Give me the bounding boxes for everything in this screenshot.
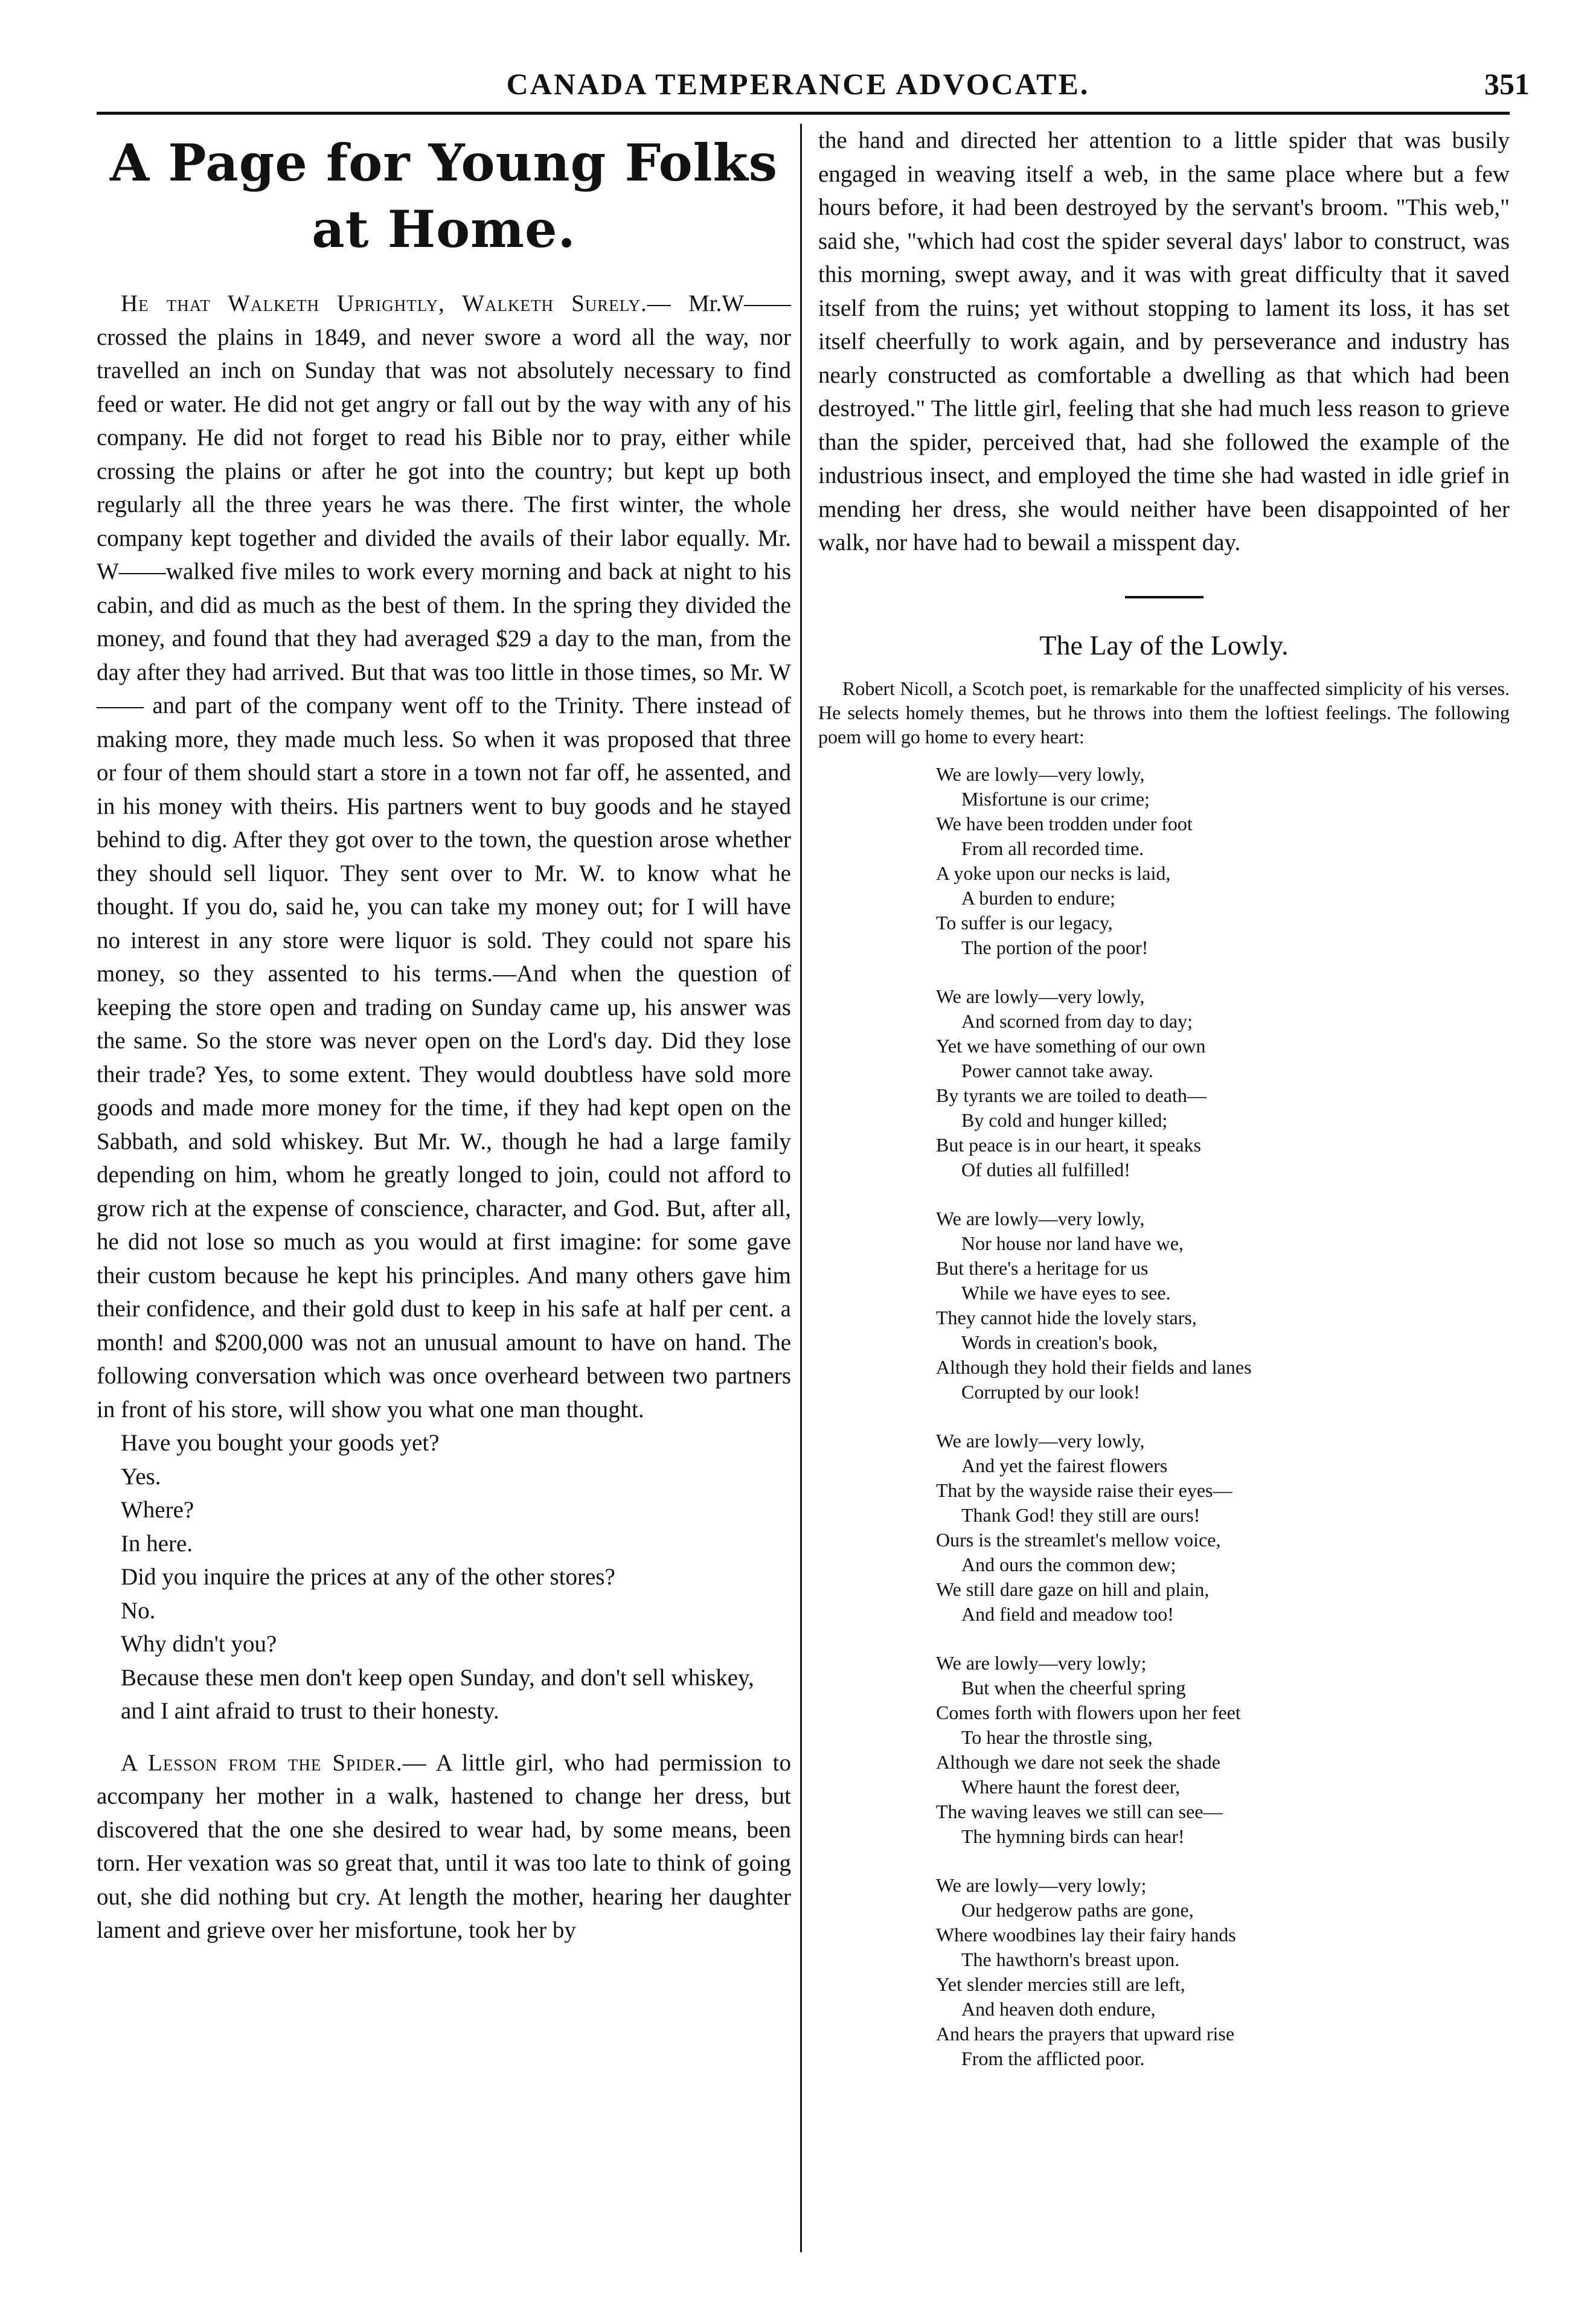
section-heading: A Page for Young Folks at Home.: [109, 133, 778, 259]
dialogue-line: Have you bought your goods yet?: [121, 1430, 440, 1456]
poem-line: Although they hold their fields and lanes: [936, 1356, 1252, 1378]
poem-stanza: [818, 1873, 1510, 2071]
dialogue-line: Where?: [121, 1497, 194, 1523]
poem-line: The portion of the poor!: [961, 937, 1149, 958]
poem-stanza: [818, 1651, 1510, 1849]
dialogue-line: No.: [121, 1597, 156, 1624]
dialogue-line: Did you inquire the prices at any of the other stores?: [121, 1564, 615, 1590]
story-upright-body: Mr.W——crossed the plains in 1849, and never swore a word all the way, nor travelled an inch on Sunday that was not absolutely necessary to find feed or water. He did not get angry or fall out by the way with any of his company. He did not forget to read his Bible nor to pray, either while crossing the plains or after he got into the country; but kept up both regularly all the three years he was there. The first winter, the whole company kept together and divided the avails of their labor equally. Mr. W——walked five miles to work every morning and back at night to his cabin, and did as much as the best of them. In the spring they divided the money, and found that they had averaged $29 a day to the man, from the day after they had arrived. But that was too little in those times, so Mr. W—— and part of the company went off to the Trinity. There instead of making more, they made much less. So when it was proposed that three or four of them should start a store in a town not far off, he assented, and in his money with theirs. His partners went to buy goods and he stayed behind to dig. After they got over to the town, the question arose whether they should sell liquor. They sent over to Mr. W. to know what he thought. If you do, said he, you can take my money out; for I will have no interest in any store were liquor is sold. They could not spare his money, so they assented to his terms.—And when the question of keeping the store open and trading on Sunday came up, his answer was the same. So the store was never open on the Lord's day. Did they lose their trade? Yes, to some extent. They would doubtless have sold more goods and made more money for the time, if they had kept open on the Sabbath, and sold whiskey. But Mr. W., though he had a large family depending on him, whom he greatly longed to join, could not afford to grow rich at the expense of conscience, character, and God. But, after all, he did not lose so much as you would at first imagine: for some gave their custom because he kept his principles. And many others gave him their confidence, and their gold dust to keep in his safe at half per cent. a month! and $200,000 was not an unusual amount to have on hand. The following conversation which was once overheard between two partners in front of his store, will show you what one man thought.: [97, 290, 792, 1423]
poem-stanza: [818, 1429, 1510, 1627]
poem-line: From the afflicted poor.: [961, 2048, 1145, 2069]
poem-line: Words in creation's book,: [961, 1331, 1158, 1353]
poem-line: From all recorded time.: [961, 838, 1144, 859]
poem-line: And ours the common dew;: [961, 1554, 1176, 1575]
poem-line: Misfortune is our crime;: [961, 788, 1150, 810]
poem-line: A burden to endure;: [961, 887, 1116, 909]
section-rule: [1125, 596, 1203, 598]
poem-line: To hear the throstle sing,: [961, 1726, 1153, 1748]
story-upright-paragraph: [97, 287, 791, 1426]
left-column: [97, 124, 791, 1947]
story-spider-title: A Lesson from the Spider.—: [121, 1749, 427, 1776]
poem-line: Of duties all fulfilled!: [961, 1159, 1130, 1180]
poem-line: We are lowly—very lowly,: [936, 985, 1145, 1007]
poem-line: And scorned from day to day;: [961, 1010, 1193, 1032]
poem-line: Corrupted by our look!: [961, 1381, 1140, 1403]
poem-line: The waving leaves we still can see—: [936, 1801, 1223, 1822]
poem-line: Although we dare not seek the shade: [936, 1751, 1220, 1773]
story-spider-paragraph: [97, 1746, 791, 1947]
poem-line: Thank God! they still are ours!: [961, 1504, 1200, 1526]
story-upright-title: He that Walketh Uprightly, Walketh Surely.—: [121, 290, 671, 316]
poem-line: And yet the fairest flowers: [961, 1455, 1168, 1476]
poem-line: The hawthorn's breast upon.: [961, 1949, 1180, 1970]
poem-line: By cold and hunger killed;: [961, 1109, 1168, 1131]
poem-line: By tyrants we are toiled to death—: [936, 1084, 1207, 1106]
poem-line: A yoke upon our necks is laid,: [936, 862, 1171, 884]
poem-title: The Lay of the Lowly.: [1039, 629, 1289, 661]
right-column: [818, 124, 1510, 2095]
poem-line: Comes forth with flowers upon her feet: [936, 1702, 1241, 1723]
poem-line: Power cannot take away.: [961, 1060, 1153, 1081]
poem-stanza: [818, 1206, 1510, 1405]
poem-line: Our hedgerow paths are gone,: [961, 1899, 1194, 1921]
publication-title: CANADA TEMPERANCE ADVOCATE.: [506, 67, 1090, 101]
poem-line: To suffer is our legacy,: [936, 912, 1113, 934]
poem-line: Where woodbines lay their fairy hands: [936, 1924, 1236, 1946]
poem-line: While we have eyes to see.: [961, 1282, 1171, 1304]
poem-line: We have been trodden under foot: [936, 813, 1193, 834]
poem-line: Yet slender mercies still are left,: [936, 1973, 1185, 1995]
poem-line: We are lowly—very lowly;: [936, 1874, 1147, 1896]
poem-line: We are lowly—very lowly,: [936, 1208, 1145, 1229]
dialogue-line: Because these men don't keep open Sunday, and don't sell whiskey, and I aint afraid to trust to their honesty.: [121, 1664, 754, 1724]
poem-line: But there's a heritage for us: [936, 1257, 1149, 1279]
poem: [818, 762, 1510, 2071]
poem-line: We are lowly—very lowly;: [936, 1652, 1147, 1674]
poem-line: Ours is the streamlet's mellow voice,: [936, 1529, 1221, 1551]
poem-intro: Robert Nicoll, a Scotch poet, is remarkable for the unaffected simplicity of his verses. He selects homely themes, but he throws into them the loftiest feelings. The following poem will go home to every heart:: [818, 677, 1510, 748]
column-divider: [800, 124, 802, 2252]
poem-stanza: [818, 984, 1510, 1182]
poem-line: We are lowly—very lowly,: [936, 763, 1145, 785]
dialogue-line: Why didn't you?: [121, 1631, 277, 1657]
poem-line: And heaven doth endure,: [961, 1998, 1156, 2020]
poem-line: And hears the prayers that upward rise: [936, 2023, 1235, 2045]
dialogue: [97, 1426, 791, 1728]
poem-line: But when the cheerful spring: [961, 1677, 1186, 1699]
running-head: [0, 66, 1596, 109]
poem-line: We still dare gaze on hill and plain,: [936, 1578, 1210, 1600]
poem-line: And field and meadow too!: [961, 1603, 1174, 1625]
poem-line: That by the wayside raise their eyes—: [936, 1479, 1232, 1501]
paragraph-gap: [97, 1728, 791, 1746]
poem-line: Nor house nor land have we,: [961, 1232, 1184, 1254]
header-rule: [97, 112, 1510, 115]
dialogue-line: In here.: [121, 1530, 193, 1557]
page-number: 351: [1484, 67, 1530, 101]
story-spider-continued: the hand and directed her attention to a little spider that was busily engaged in weaving itself a web, in the same place where but a few hours before, it had been destroyed by the servant's broom. "This web," said she, "which had cost the spider several days' labor to construct, was this morning, swept away, and it was with great difficulty that it saved itself from the ruins; yet without stopping to lament its loss, it has set itself cheerfully to work again, and by perseverance and industry has nearly constructed as comfortable a dwelling as that which had been destroyed." The little girl, feeling that she had much less reason to grieve than the spider, perceived that, had she followed the example of the industrious insect, and employed the time she had wasted in idle grief in mending her dress, she would neither have been disappointed of her walk, nor have had to bewail a misspent day.: [818, 127, 1510, 556]
dialogue-line: Yes.: [121, 1463, 161, 1490]
poem-line: But peace is in our heart, it speaks: [936, 1134, 1201, 1156]
poem-stanza: [818, 762, 1510, 960]
story-spider-body: A little girl, who had permission to accompany her mother in a walk, hastened to change her dress, but discovered that the one she desired to wear had, by some means, been torn. Her vexation was so great that, until it was too late to think of going out, she did nothing but cry. At length the mother, hearing her daughter lament and grieve over her misfortune, took her by: [97, 1749, 791, 1943]
poem-line: They cannot hide the lovely stars,: [936, 1307, 1197, 1328]
poem-line: Where haunt the forest deer,: [961, 1776, 1181, 1798]
poem-line: The hymning birds can hear!: [961, 1825, 1185, 1847]
poem-line: Yet we have something of our own: [936, 1035, 1206, 1057]
poem-line: We are lowly—very lowly,: [936, 1430, 1145, 1452]
